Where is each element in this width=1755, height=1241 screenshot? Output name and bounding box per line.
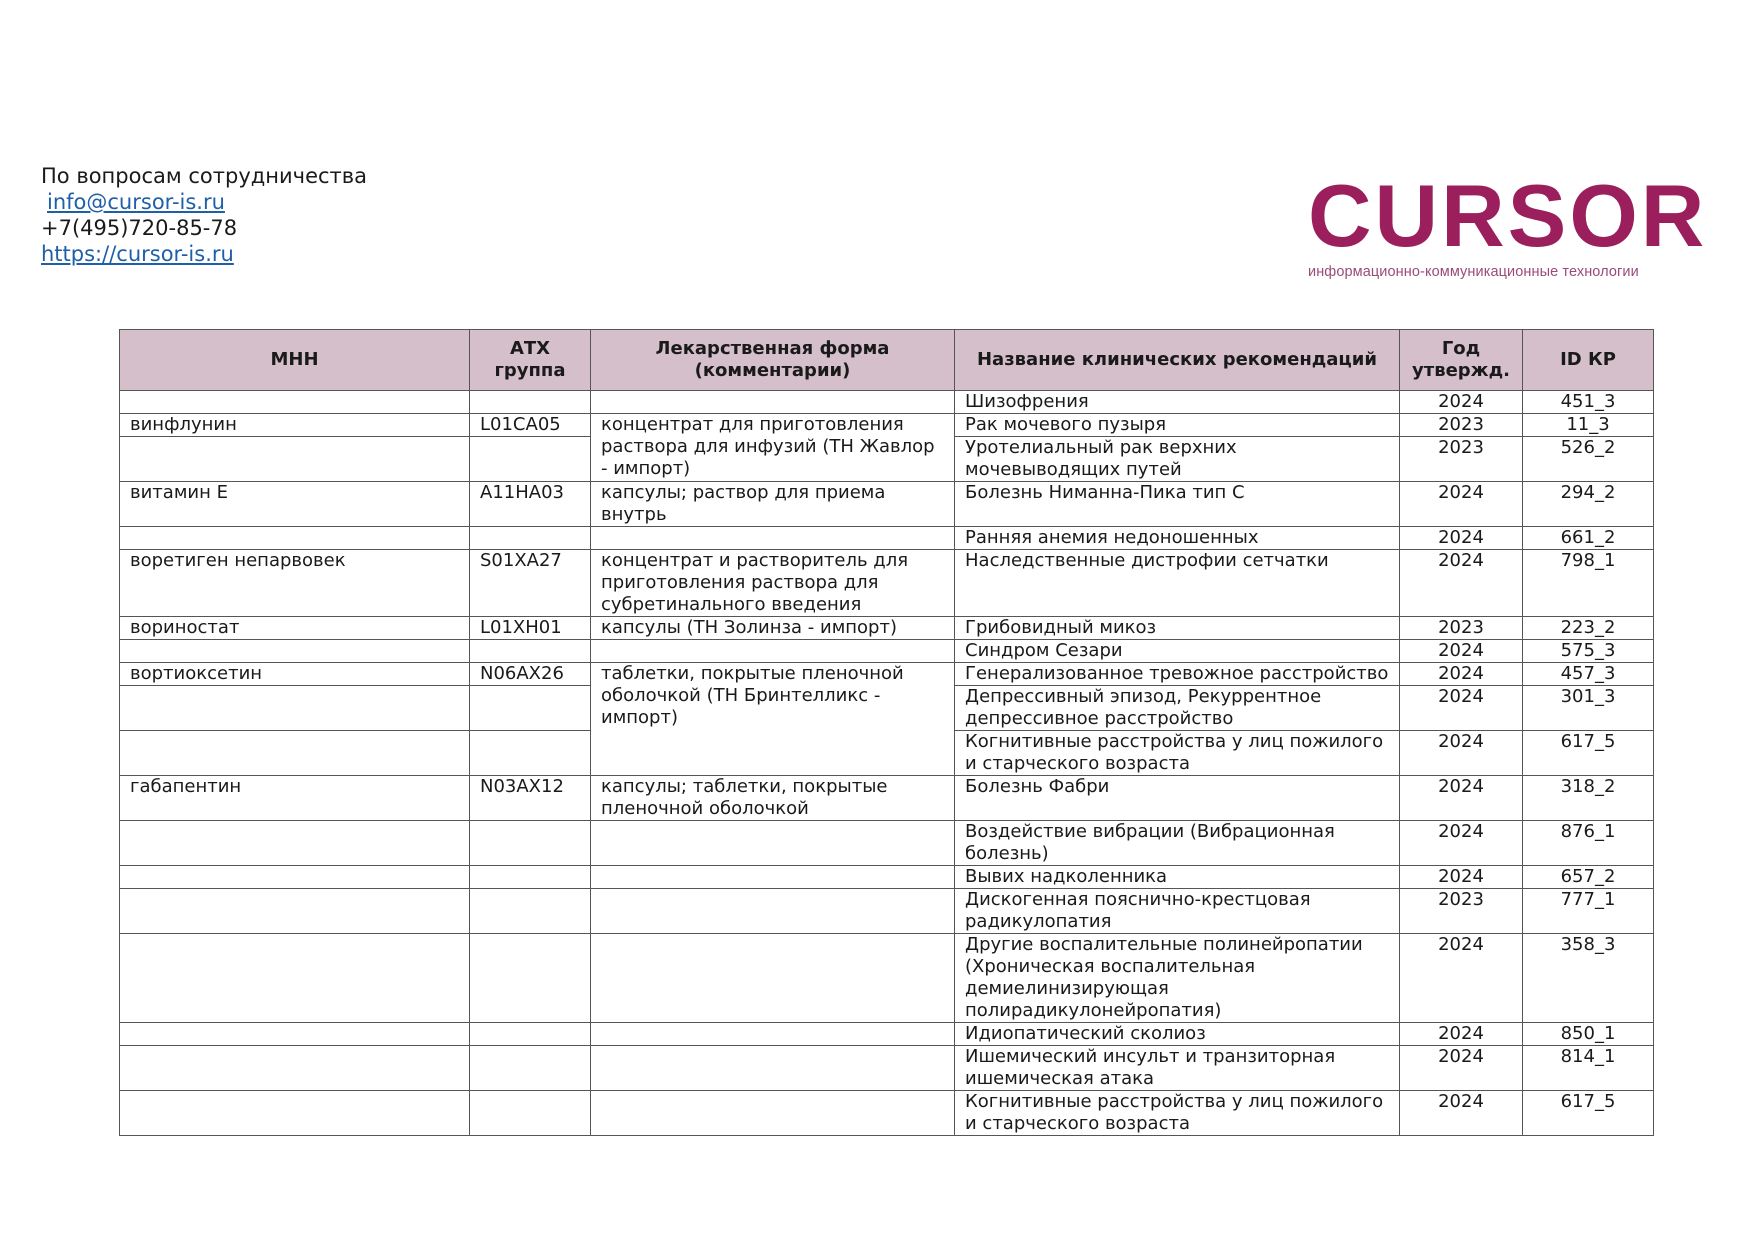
cell-year: 2024 (1400, 934, 1523, 1023)
cell-atc (470, 391, 591, 414)
cell-year: 2023 (1400, 414, 1523, 437)
cell-year: 2024 (1400, 1091, 1523, 1136)
table-header-row (120, 330, 1654, 391)
cell-form: капсулы (ТН Золинза - импорт) (591, 617, 955, 640)
cell-recommendation: Депрессивный эпизод, Рекуррентное депрессивное расстройство (955, 686, 1400, 731)
table-row (120, 934, 1654, 1023)
cell-form (591, 889, 955, 934)
cell-id: 657_2 (1523, 866, 1654, 889)
cell-atc (470, 866, 591, 889)
cell-form: таблетки, покрытые пленочной оболочкой (ТН Бринтелликс - импорт) (591, 663, 955, 776)
cell-atc (470, 1046, 591, 1091)
cell-mnn (120, 1091, 470, 1136)
cell-recommendation: Вывих надколенника (955, 866, 1400, 889)
cell-id: 777_1 (1523, 889, 1654, 934)
cell-recommendation: Болезнь Фабри (955, 776, 1400, 821)
cell-id: 294_2 (1523, 482, 1654, 527)
table-row (120, 821, 1654, 866)
cell-id: 223_2 (1523, 617, 1654, 640)
cell-year: 2023 (1400, 437, 1523, 482)
cell-atc (470, 686, 591, 731)
logo-wordmark: CURSOR (1308, 166, 1708, 265)
cell-atc: A11HA03 (470, 482, 591, 527)
cell-id: 876_1 (1523, 821, 1654, 866)
cell-recommendation: Идиопатический сколиоз (955, 1023, 1400, 1046)
cell-recommendation: Наследственные дистрофии сетчатки (955, 550, 1400, 617)
cell-recommendation: Воздействие вибрации (Вибрационная болезнь) (955, 821, 1400, 866)
cell-mnn (120, 1023, 470, 1046)
cell-atc (470, 731, 591, 776)
column-header-form: Лекарственная форма (комментарии) (591, 330, 955, 391)
cell-form (591, 1091, 955, 1136)
contact-heading: По вопросам сотрудничества (41, 164, 368, 188)
cell-mnn (120, 1046, 470, 1091)
table-row (120, 617, 1654, 640)
table-row (120, 640, 1654, 663)
cell-atc (470, 821, 591, 866)
cell-atc (470, 934, 591, 1023)
cell-atc (470, 527, 591, 550)
cell-year: 2024 (1400, 866, 1523, 889)
cell-recommendation: Рак мочевого пузыря (955, 414, 1400, 437)
cell-recommendation: Дискогенная пояснично-крестцовая радикулопатия (955, 889, 1400, 934)
cell-year: 2024 (1400, 640, 1523, 663)
cell-year: 2023 (1400, 617, 1523, 640)
cell-recommendation: Ранняя анемия недоношенных (955, 527, 1400, 550)
cell-recommendation: Грибовидный микоз (955, 617, 1400, 640)
cell-recommendation: Шизофрения (955, 391, 1400, 414)
column-header-recommendation: Название клинических рекомендаций (955, 330, 1400, 391)
cell-recommendation: Другие воспалительные полинейропатии (Хроническая воспалительная демиелинизирующая полирадикулонейропатия) (955, 934, 1400, 1023)
cell-atc (470, 1023, 591, 1046)
table-row (120, 391, 1654, 414)
cell-mnn (120, 934, 470, 1023)
table-row (120, 866, 1654, 889)
column-header-year: Год утвержд. (1400, 330, 1523, 391)
cell-id: 301_3 (1523, 686, 1654, 731)
drug-recommendations-table (119, 329, 1654, 1136)
table-row (120, 482, 1654, 527)
cell-year: 2024 (1400, 686, 1523, 731)
cell-form (591, 527, 955, 550)
cell-id: 850_1 (1523, 1023, 1654, 1046)
cell-mnn (120, 391, 470, 414)
cell-recommendation: Синдром Сезари (955, 640, 1400, 663)
cell-id: 575_3 (1523, 640, 1654, 663)
cell-recommendation: Генерализованное тревожное расстройство (955, 663, 1400, 686)
cell-id: 814_1 (1523, 1046, 1654, 1091)
contact-block (41, 163, 367, 267)
cell-id: 661_2 (1523, 527, 1654, 550)
cell-mnn: габапентин (120, 776, 470, 821)
cell-year: 2024 (1400, 527, 1523, 550)
cell-year: 2024 (1400, 1023, 1523, 1046)
cell-form: капсулы; раствор для приема внутрь (591, 482, 955, 527)
website-link[interactable]: https://cursor-is.ru (41, 242, 234, 266)
cell-year: 2024 (1400, 550, 1523, 617)
column-header-atc: АТХ группа (470, 330, 591, 391)
table-row (120, 889, 1654, 934)
table-row (120, 550, 1654, 617)
cell-id: 358_3 (1523, 934, 1654, 1023)
cell-recommendation: Болезнь Ниманна-Пика тип С (955, 482, 1400, 527)
email-link[interactable]: info@cursor-is.ru (47, 190, 225, 214)
table-body (120, 391, 1654, 1136)
column-header-id: ID КР (1523, 330, 1654, 391)
table-row (120, 527, 1654, 550)
cell-atc: L01XH01 (470, 617, 591, 640)
cell-id: 526_2 (1523, 437, 1654, 482)
cell-mnn: воретиген непарвовек (120, 550, 470, 617)
cell-recommendation: Уротелиальный рак верхних мочевыводящих путей (955, 437, 1400, 482)
cell-atc (470, 889, 591, 934)
cell-mnn (120, 889, 470, 934)
cell-atc (470, 1091, 591, 1136)
cell-mnn (120, 686, 470, 731)
cell-mnn (120, 866, 470, 889)
cell-atc: N03AX12 (470, 776, 591, 821)
cell-form (591, 934, 955, 1023)
cell-year: 2024 (1400, 1046, 1523, 1091)
cell-mnn (120, 821, 470, 866)
cell-id: 798_1 (1523, 550, 1654, 617)
cell-atc: N06AX26 (470, 663, 591, 686)
cell-form (591, 1046, 955, 1091)
cell-year: 2024 (1400, 821, 1523, 866)
cursor-logo (1308, 166, 1708, 280)
column-header-mnn: МНН (120, 330, 470, 391)
cell-form (591, 1023, 955, 1046)
cell-year: 2024 (1400, 482, 1523, 527)
cell-id: 451_3 (1523, 391, 1654, 414)
cell-mnn (120, 437, 470, 482)
cell-form: капсулы; таблетки, покрытые пленочной оболочкой (591, 776, 955, 821)
table-row (120, 1091, 1654, 1136)
cell-form (591, 866, 955, 889)
cell-form: концентрат и растворитель для приготовления раствора для субретинального введения (591, 550, 955, 617)
table-row (120, 776, 1654, 821)
table-row (120, 414, 1654, 437)
cell-id: 617_5 (1523, 731, 1654, 776)
cell-recommendation: Когнитивные расстройства у лиц пожилого и старческого возраста (955, 1091, 1400, 1136)
cell-atc (470, 437, 591, 482)
cell-form (591, 640, 955, 663)
cell-mnn (120, 527, 470, 550)
cell-mnn (120, 640, 470, 663)
cell-atc (470, 640, 591, 663)
cell-atc: L01CA05 (470, 414, 591, 437)
cell-mnn: витамин Е (120, 482, 470, 527)
cell-year: 2024 (1400, 731, 1523, 776)
cell-atc: S01XA27 (470, 550, 591, 617)
table-row (120, 1046, 1654, 1091)
table-row (120, 663, 1654, 686)
cell-id: 318_2 (1523, 776, 1654, 821)
cell-mnn: вортиоксетин (120, 663, 470, 686)
cell-form (591, 391, 955, 414)
cell-form: концентрат для приготовления раствора для инфузий (ТН Жавлор - импорт) (591, 414, 955, 482)
cell-recommendation: Ишемический инсульт и транзиторная ишемическая атака (955, 1046, 1400, 1091)
cell-mnn: вориностат (120, 617, 470, 640)
cell-form (591, 821, 955, 866)
cell-id: 617_5 (1523, 1091, 1654, 1136)
cell-year: 2023 (1400, 889, 1523, 934)
cell-mnn (120, 731, 470, 776)
logo-tagline: информационно-коммуникационные технологии (1308, 264, 1639, 280)
table-row (120, 1023, 1654, 1046)
cell-id: 457_3 (1523, 663, 1654, 686)
cell-year: 2024 (1400, 663, 1523, 686)
cell-id: 11_3 (1523, 414, 1654, 437)
cell-year: 2024 (1400, 391, 1523, 414)
cell-recommendation: Когнитивные расстройства у лиц пожилого и старческого возраста (955, 731, 1400, 776)
cell-mnn: винфлунин (120, 414, 470, 437)
cell-year: 2024 (1400, 776, 1523, 821)
phone-number: +7(495)720-85-78 (41, 216, 238, 240)
